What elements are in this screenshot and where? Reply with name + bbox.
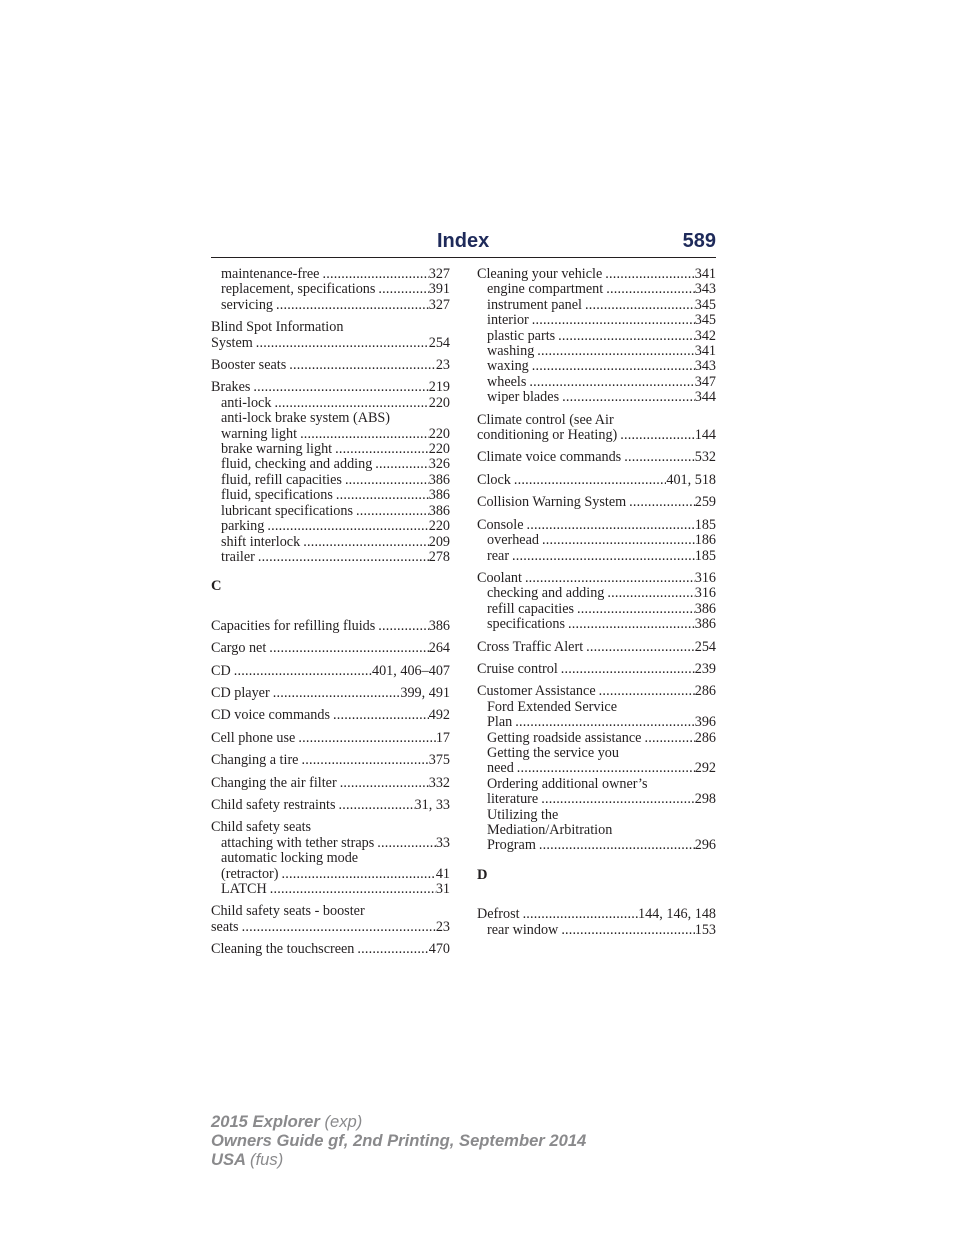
dot-leader xyxy=(297,427,429,442)
page-reference: 343 xyxy=(694,281,716,298)
index-subentry xyxy=(477,533,716,548)
page-reference: 185 xyxy=(694,547,716,564)
dot-leader xyxy=(336,798,415,813)
page-reference: 326 xyxy=(428,456,450,473)
dot-leader xyxy=(300,535,429,550)
page-reference: 153 xyxy=(694,921,716,938)
index-term: Console xyxy=(477,516,524,533)
index-term: warning light xyxy=(221,425,298,442)
dot-leader xyxy=(522,571,695,586)
index-subentry xyxy=(211,550,450,565)
dot-leader xyxy=(375,282,428,297)
dot-leader xyxy=(333,488,429,503)
dot-leader xyxy=(273,298,429,313)
dot-leader xyxy=(264,519,428,534)
index-entry-row xyxy=(477,495,716,510)
index-term: wheels xyxy=(487,373,527,390)
dot-leader xyxy=(250,380,428,395)
index-entry-row xyxy=(211,776,450,791)
page-reference: 220 xyxy=(428,425,450,442)
index-entry-text: Blind Spot Information xyxy=(211,319,344,336)
index-entry-row xyxy=(211,619,450,634)
index-term: Child safety restraints xyxy=(211,796,336,813)
index-subentry xyxy=(211,488,450,503)
index-subentry-text: Utilizing the xyxy=(487,806,559,823)
index-entry xyxy=(211,942,450,957)
index-entry xyxy=(477,518,716,564)
dot-leader xyxy=(374,836,436,851)
page-reference: 220 xyxy=(428,394,450,411)
footer-region-code: (fus) xyxy=(250,1150,284,1169)
index-entry-row xyxy=(211,731,450,746)
dot-leader xyxy=(603,282,695,297)
index-subentry xyxy=(477,359,716,374)
dot-leader xyxy=(534,344,694,359)
index-term: overhead xyxy=(487,532,539,549)
index-subentry xyxy=(477,731,716,746)
index-term: Program xyxy=(487,837,536,854)
index-entry-row xyxy=(211,920,450,935)
index-entry-row xyxy=(477,473,716,488)
dot-leader xyxy=(511,473,666,488)
dot-leader xyxy=(354,942,428,957)
index-term: LATCH xyxy=(221,881,267,897)
dot-leader xyxy=(271,396,428,411)
page-reference: 31, 33 xyxy=(414,796,450,813)
page-reference: 386 xyxy=(428,487,450,504)
index-term: parking xyxy=(221,518,265,535)
page-reference: 259 xyxy=(694,494,716,511)
index-subentry xyxy=(477,586,716,601)
dot-leader xyxy=(529,359,695,374)
dot-leader xyxy=(239,920,436,935)
index-term: Collision Warning System xyxy=(477,494,627,511)
index-subentry xyxy=(211,427,450,442)
index-subentry xyxy=(477,313,716,328)
dot-leader xyxy=(375,619,428,634)
dot-leader xyxy=(641,731,694,746)
index-subentry xyxy=(211,396,450,411)
page-reference: 341 xyxy=(694,343,716,360)
dot-leader xyxy=(539,533,695,548)
dot-leader xyxy=(270,686,401,701)
index-term: seats xyxy=(211,918,239,935)
index-subentry xyxy=(211,535,450,550)
index-entry xyxy=(211,820,450,897)
index-entry xyxy=(477,413,716,444)
page-reference: 298 xyxy=(694,791,716,808)
index-subentry xyxy=(477,792,716,807)
index-subentry xyxy=(211,836,450,851)
index-section-letter: C xyxy=(211,578,222,595)
index-term: refill capacities xyxy=(487,600,575,617)
index-entry xyxy=(211,380,450,565)
page-reference: 492 xyxy=(428,707,450,724)
index-entry xyxy=(477,571,716,633)
dot-leader xyxy=(565,617,695,632)
index-subentry xyxy=(211,504,450,519)
index-term: checking and adding xyxy=(487,585,605,602)
page-reference: 17 xyxy=(435,729,450,746)
dot-leader xyxy=(372,457,428,472)
index-entry-row xyxy=(211,664,450,679)
index-term: rear window xyxy=(487,921,559,938)
page-reference: 41 xyxy=(435,865,450,882)
index-entry-row xyxy=(477,450,716,465)
page-reference: 401, 518 xyxy=(666,471,716,488)
index-subentry xyxy=(477,923,716,938)
index-term: Cross Traffic Alert xyxy=(477,638,584,655)
index-term: conditioning or Heating) xyxy=(477,427,618,444)
index-term: Cargo net xyxy=(211,640,267,657)
dot-leader xyxy=(617,428,694,443)
index-subentry xyxy=(477,282,716,297)
index-subentry xyxy=(477,715,716,730)
page-reference: 532 xyxy=(694,449,716,466)
index-entry-row xyxy=(211,708,450,723)
index-entry-text: Climate control (see Air xyxy=(477,411,614,428)
index-term: CD voice commands xyxy=(211,707,330,724)
index-term: Getting roadside assistance xyxy=(487,729,642,746)
dot-leader xyxy=(582,298,695,313)
index-term: Plan xyxy=(487,714,513,731)
page-reference: 144 xyxy=(694,427,716,444)
page-reference: 470 xyxy=(428,941,450,958)
index-subentry-text: Mediation/Arbitration xyxy=(487,822,613,838)
index-subentry xyxy=(477,375,716,390)
index-term: anti-lock xyxy=(221,394,272,411)
index-entry xyxy=(477,473,716,488)
dot-leader xyxy=(337,776,429,791)
page-reference: 343 xyxy=(694,358,716,375)
page-reference: 386 xyxy=(428,502,450,519)
index-entry-row xyxy=(477,518,716,533)
dot-leader xyxy=(602,267,694,282)
dot-leader xyxy=(319,267,428,282)
dot-leader xyxy=(621,450,695,465)
dot-leader xyxy=(524,518,695,533)
index-term: fluid, specifications xyxy=(221,487,333,504)
index-term: rear xyxy=(487,547,510,564)
page-reference: 316 xyxy=(694,585,716,602)
index-entry-row xyxy=(211,686,450,701)
index-entry xyxy=(477,450,716,465)
index-entry-row xyxy=(211,358,450,373)
index-term: attaching with tether straps xyxy=(221,834,375,851)
index-subentry-text: Getting the service you xyxy=(487,744,619,761)
index-entry xyxy=(211,664,450,679)
index-term: wiper blades xyxy=(487,389,560,406)
index-term: specifications xyxy=(487,616,566,633)
index-entry-row xyxy=(477,662,716,677)
index-entry xyxy=(477,495,716,510)
index-entry xyxy=(211,798,450,813)
page-reference: 278 xyxy=(428,548,450,565)
dot-leader xyxy=(529,313,695,328)
page-reference: 239 xyxy=(694,660,716,677)
page-reference: 332 xyxy=(428,774,450,791)
index-subentry xyxy=(477,761,716,776)
page-title: Index xyxy=(437,230,490,252)
index-subentry xyxy=(211,519,450,534)
index-entry xyxy=(211,731,450,746)
page-number: 589 xyxy=(682,230,716,252)
dot-leader xyxy=(520,907,638,922)
index-entry-row xyxy=(211,798,450,813)
index-subentry xyxy=(211,867,450,882)
index-term: CD player xyxy=(211,684,270,701)
index-term: Climate voice commands xyxy=(477,449,622,466)
page-reference: 396 xyxy=(694,714,716,731)
index-term: shift interlock xyxy=(221,533,301,550)
dot-leader xyxy=(342,473,429,488)
page-reference: 23 xyxy=(435,918,450,935)
index-term: waxing xyxy=(487,358,529,375)
dot-leader xyxy=(558,662,695,677)
page-header xyxy=(211,229,716,258)
index-term: Coolant xyxy=(477,569,522,586)
page-reference: 33 xyxy=(435,834,450,851)
index-entry xyxy=(477,267,716,406)
page-reference: 386 xyxy=(428,471,450,488)
index-entry-text: Child safety seats - booster xyxy=(211,903,365,920)
index-term: CD xyxy=(211,662,231,679)
index-subentry xyxy=(211,298,450,313)
dot-leader xyxy=(253,336,429,351)
index-term: brake warning light xyxy=(221,441,333,458)
index-term: interior xyxy=(487,312,529,329)
page-reference: 219 xyxy=(428,379,450,396)
index-term: Capacities for refilling fluids xyxy=(211,617,376,634)
dot-leader xyxy=(538,792,695,807)
dot-leader xyxy=(555,329,695,344)
index-term: literature xyxy=(487,791,539,808)
dot-leader xyxy=(526,375,694,390)
index-entry-row xyxy=(211,641,450,656)
index-term: instrument panel xyxy=(487,296,582,313)
dot-leader xyxy=(255,550,429,565)
index-term: Cruise control xyxy=(477,660,558,677)
index-term: engine compartment xyxy=(487,281,604,298)
index-subentry xyxy=(211,267,450,282)
dot-leader xyxy=(298,753,428,768)
index-entry-row xyxy=(211,942,450,957)
dot-leader xyxy=(626,495,695,510)
index-entry xyxy=(211,776,450,791)
index-entry-row xyxy=(211,336,450,351)
page-reference: 327 xyxy=(428,296,450,313)
index-subentry-text: Ordering additional owner’s xyxy=(487,775,648,792)
footer-model-code: (exp) xyxy=(324,1112,363,1131)
page-reference: 144, 146, 148 xyxy=(637,906,716,923)
dot-leader xyxy=(558,923,694,938)
index-term: lubricant specifications xyxy=(221,502,353,519)
page-footer xyxy=(211,1112,586,1169)
dot-leader xyxy=(330,708,429,723)
page-reference: 345 xyxy=(694,296,716,313)
page-reference: 185 xyxy=(694,516,716,533)
page-reference: 186 xyxy=(694,532,716,549)
index-entry-row xyxy=(477,428,716,443)
index-entry-row xyxy=(477,684,716,699)
index-section-letter: D xyxy=(477,866,488,883)
index-subentry xyxy=(477,617,716,632)
index-entry-row xyxy=(211,380,450,395)
index-subentry xyxy=(477,602,716,617)
index-entry xyxy=(477,684,716,853)
page-reference: 375 xyxy=(428,752,450,769)
index-entry xyxy=(211,708,450,723)
page-reference: 286 xyxy=(694,729,716,746)
index-term: Cell phone use xyxy=(211,729,296,746)
index-column-right xyxy=(477,267,716,945)
dot-leader xyxy=(583,640,695,655)
dot-leader xyxy=(514,761,695,776)
page-reference: 254 xyxy=(428,334,450,351)
page-reference: 327 xyxy=(428,266,450,282)
dot-leader xyxy=(295,731,435,746)
index-subentry-text: anti-lock brake system (ABS) xyxy=(221,410,391,427)
dot-leader xyxy=(512,715,694,730)
index-term: Defrost xyxy=(477,906,520,923)
dot-leader xyxy=(536,838,695,853)
page-reference: 341 xyxy=(694,266,716,282)
index-term: Cleaning your vehicle xyxy=(477,266,603,282)
dot-leader xyxy=(267,882,436,897)
index-subentry xyxy=(211,882,450,897)
index-entry-row xyxy=(211,753,450,768)
footer-guide: Owners Guide gf, 2nd Printing, September 2014 xyxy=(211,1131,587,1150)
page-reference: 347 xyxy=(694,373,716,390)
page-reference: 292 xyxy=(694,760,716,777)
index-entry xyxy=(211,267,450,313)
dot-leader xyxy=(596,684,695,699)
footer-model-line xyxy=(211,1112,586,1131)
page-reference: 23 xyxy=(435,357,450,374)
index-term: Clock xyxy=(477,471,511,488)
index-subentry xyxy=(477,344,716,359)
index-entry-row xyxy=(477,907,716,922)
index-subentry xyxy=(211,473,450,488)
page-reference: 31 xyxy=(435,881,450,897)
index-entry xyxy=(477,640,716,655)
index-subentry xyxy=(211,457,450,472)
page-reference: 220 xyxy=(428,441,450,458)
page-reference: 345 xyxy=(694,312,716,329)
index-column-left xyxy=(211,267,450,965)
footer-region: USA xyxy=(211,1150,246,1169)
page-reference: 386 xyxy=(428,617,450,634)
dot-leader xyxy=(266,641,428,656)
index-term: Changing the air filter xyxy=(211,774,337,791)
page-reference: 401, 406–407 xyxy=(371,662,450,679)
dot-leader xyxy=(231,664,372,679)
index-term: trailer xyxy=(221,548,255,565)
dot-leader xyxy=(509,549,695,564)
index-term: fluid, refill capacities xyxy=(221,471,342,488)
dot-leader xyxy=(286,358,436,373)
index-subentry xyxy=(477,329,716,344)
page-reference: 220 xyxy=(428,518,450,535)
page-reference: 316 xyxy=(694,569,716,586)
index-term: System xyxy=(211,334,253,351)
page-reference: 399, 491 xyxy=(400,684,450,701)
dot-leader xyxy=(604,586,694,601)
page-reference: 254 xyxy=(694,638,716,655)
page-reference: 296 xyxy=(694,837,716,854)
index-term: servicing xyxy=(221,296,274,313)
index-subentry xyxy=(477,298,716,313)
index-term: Brakes xyxy=(211,379,251,396)
page-reference: 342 xyxy=(694,327,716,344)
index-term: replacement, specifications xyxy=(221,281,376,298)
dot-leader xyxy=(574,602,695,617)
index-entry xyxy=(211,753,450,768)
footer-model: 2015 Explorer xyxy=(211,1112,320,1131)
index-term: plastic parts xyxy=(487,327,556,344)
index-entry-row xyxy=(477,640,716,655)
index-entry xyxy=(211,641,450,656)
dot-leader xyxy=(353,504,429,519)
index-entry xyxy=(211,686,450,701)
index-entry xyxy=(211,904,450,935)
index-term: need xyxy=(487,760,514,777)
index-subentry xyxy=(211,442,450,457)
index-subentry xyxy=(211,282,450,297)
dot-leader xyxy=(279,867,436,882)
index-subentry-text: Ford Extended Service xyxy=(487,698,618,715)
page-reference: 286 xyxy=(694,683,716,700)
index-entry xyxy=(211,619,450,634)
page-reference: 386 xyxy=(694,600,716,617)
page-reference: 264 xyxy=(428,640,450,657)
dot-leader xyxy=(332,442,429,457)
index-term: (retractor) xyxy=(221,865,279,882)
page-reference: 344 xyxy=(694,389,716,406)
index-subentry xyxy=(477,838,716,853)
index-subentry xyxy=(477,390,716,405)
index-term: washing xyxy=(487,343,535,360)
index-term: Changing a tire xyxy=(211,752,299,769)
index-term: fluid, checking and adding xyxy=(221,456,373,473)
page-reference: 391 xyxy=(428,281,450,298)
index-entry-row xyxy=(477,267,716,282)
index-term: Customer Assistance xyxy=(477,683,596,700)
footer-region-line xyxy=(211,1150,586,1169)
index-entry-text: Child safety seats xyxy=(211,819,312,836)
dot-leader xyxy=(559,390,695,405)
index-entry-row xyxy=(477,571,716,586)
index-entry xyxy=(211,320,450,351)
index-entry xyxy=(211,358,450,373)
index-entry xyxy=(477,907,716,938)
index-subentry-text: automatic locking mode xyxy=(221,850,359,867)
index-term: maintenance-free xyxy=(221,266,320,282)
index-term: Booster seats xyxy=(211,357,287,374)
page-reference: 209 xyxy=(428,533,450,550)
page-reference: 386 xyxy=(694,616,716,633)
index-entry xyxy=(477,662,716,677)
index-term: Cleaning the touchscreen xyxy=(211,941,355,958)
index-subentry xyxy=(477,549,716,564)
